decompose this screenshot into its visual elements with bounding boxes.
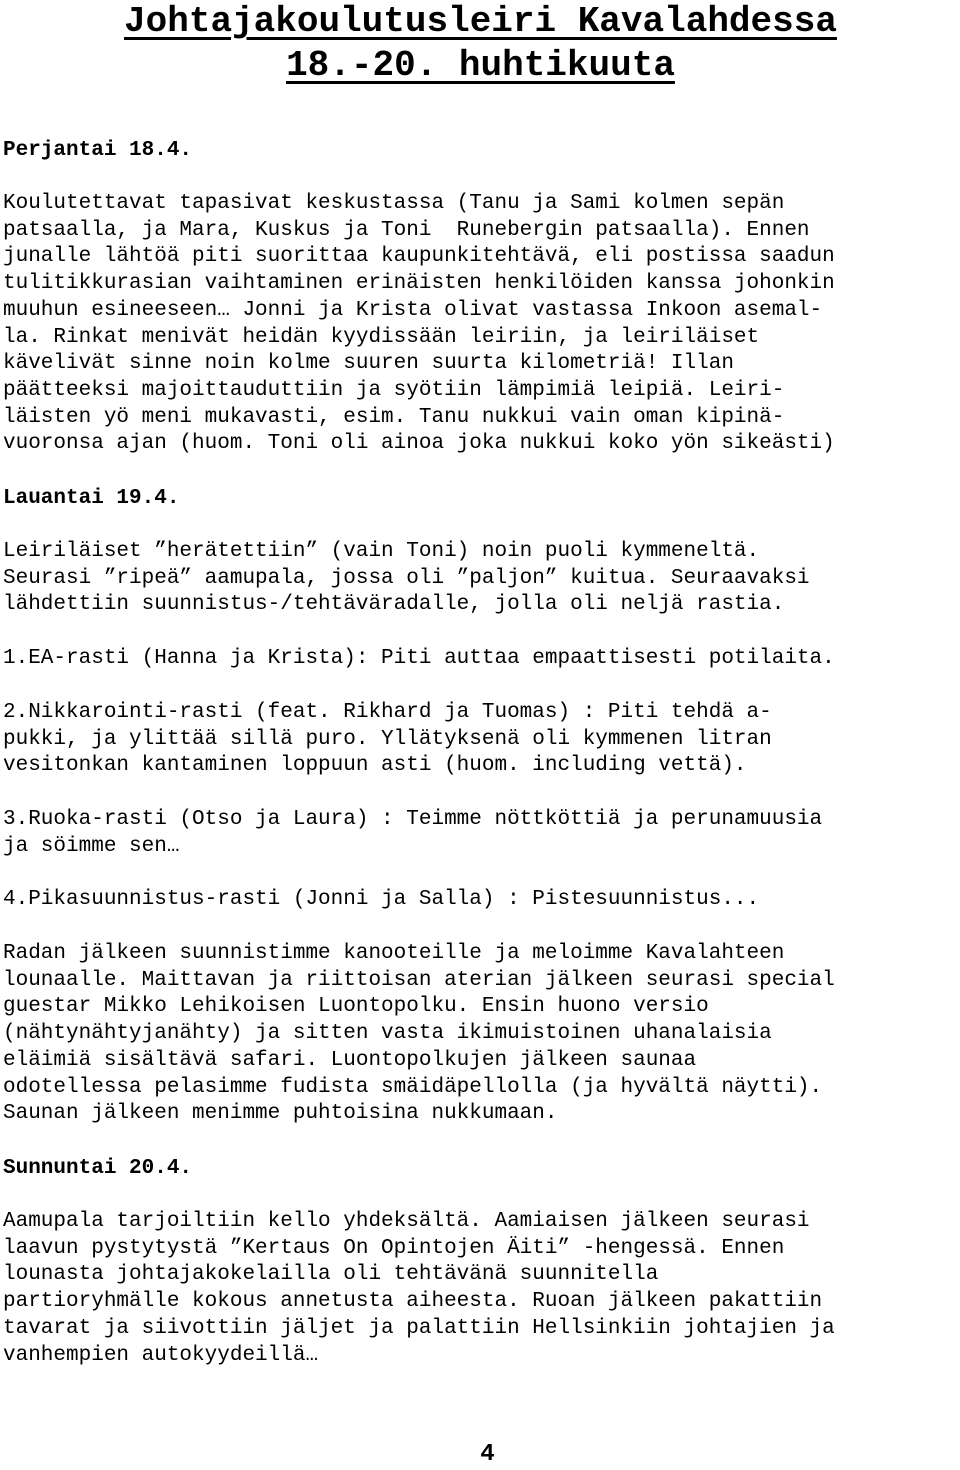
text-line: Koulutettavat tapasivat keskustassa (Tanu ja Sami kolmen sepän — [3, 192, 785, 215]
checkpoint-3-paragraph — [3, 807, 958, 860]
text-line: laavun pystytystä ”Kertaus On Opintojen Äiti” -hengessä. Ennen — [3, 1236, 785, 1260]
text-line: 1.EA-rasti (Hanna ja Krista): Piti auttaa empaattisesti potilaita. — [3, 647, 835, 671]
saturday-intro-paragraph — [3, 539, 958, 619]
text-line: la. Rinkat menivät heidän kyydissään leiriin, ja leiriläiset — [3, 325, 760, 349]
text-line: odotellessa pelasimme fudista smäidäpellolla (ja hyvältä näytti). — [3, 1075, 823, 1099]
text-line: eläimiä sisältävä safari. Luontopolkujen jälkeen saunaa — [3, 1048, 697, 1072]
text-line: vanhempien autokyydeillä… — [3, 1343, 319, 1367]
page-number: 4 — [480, 1441, 495, 1468]
text-line: vuoronsa ajan (huom. Toni oli ainoa joka nukkui koko yön sikeästi) — [3, 432, 835, 456]
sunday-paragraph — [3, 1209, 958, 1369]
friday-heading: Perjantai 18.4. — [3, 139, 193, 162]
text-line: 3.Ruoka-rasti (Otso ja Laura) : Teimme nöttköttiä ja perunamuusia — [3, 807, 823, 831]
checkpoint-1-paragraph — [3, 646, 958, 673]
text-line: Leiriläiset ”herätettiin” (vain Toni) noin puoli kymmeneltä. — [3, 540, 760, 564]
title-line-1: Johtajakoulutusleiri Kavalahdessa — [124, 1, 837, 42]
text-line: partioryhmälle kokous annetusta aiheesta. Ruoan jälkeen pakattiin — [3, 1290, 823, 1314]
text-line: (nähtynähtyjanähty) ja sitten vasta ikimuistoinen uhanalaisia — [3, 1022, 772, 1046]
text-line: pukki, ja ylittää sillä puro. Yllätyksenä oli kymmenen litran — [3, 727, 772, 751]
checkpoint-2-paragraph — [3, 700, 958, 780]
document-page — [3, 0, 958, 1369]
text-line: muuhun esineeseen… Jonni ja Krista olivat vastassa Inkoon asemal- — [3, 298, 823, 322]
text-line: tavarat ja siivottiin jäljet ja palattiin Hellsinkiin johtajien ja — [3, 1316, 835, 1340]
text-line: kävelivät sinne noin kolme suuren suurta kilometriä! Illan — [3, 352, 734, 376]
text-line: vesitonkan kantaminen loppuun asti (huom. including vettä). — [3, 754, 747, 778]
text-line: lounaalle. Maittavan ja riittoisan aterian jälkeen seurasi special — [3, 968, 835, 992]
text-line: Radan jälkeen suunnistimme kanooteille ja meloimme Kavalahteen — [3, 942, 785, 966]
text-line: 2.Nikkarointi-rasti (feat. Rikhard ja Tuomas) : Piti tehdä a- — [3, 700, 772, 724]
text-line: Seurasi ”ripeä” aamupala, jossa oli ”paljon” kuitua. Seuraavaksi — [3, 566, 810, 590]
text-line: läisten yö meni mukavasti, esim. Tanu nukkui vain oman kipinä- — [3, 405, 785, 429]
text-line: tulitikkurasian vaihtaminen erinäisten henkilöiden kanssa johonkin — [3, 272, 835, 296]
title-line-2: 18.-20. huhtikuuta — [286, 45, 675, 86]
text-line: Saunan jälkeen menimme puhtoisina nukkumaan. — [3, 1102, 558, 1126]
document-title — [3, 0, 958, 88]
text-line: Aamupala tarjoiltiin kello yhdeksältä. Aamiaisen jälkeen seurasi — [3, 1209, 810, 1233]
saturday-heading: Lauantai 19.4. — [3, 487, 180, 511]
text-line: lounasta johtajakokelailla oli tehtävänä suunnitella — [3, 1263, 659, 1287]
text-line: guestar Mikko Lehikoisen Luontopolku. Ensin huono versio — [3, 995, 709, 1019]
checkpoint-4-paragraph — [3, 887, 958, 914]
text-line: lähdettiin suunnistus-/tehtäväradalle, jolla oli neljä rastia. — [3, 593, 785, 617]
text-line: patsaalla, ja Mara, Kuskus ja Toni Runebergin patsaalla). Ennen — [3, 218, 810, 242]
text-line: ja söimme sen… — [3, 834, 180, 858]
saturday-after-paragraph — [3, 941, 958, 1128]
sunday-heading: Sunnuntai 20.4. — [3, 1156, 193, 1180]
friday-paragraph — [3, 191, 958, 458]
text-line: päätteeksi majoittauduttiin ja syötiin lämpimiä leipiä. Leiri- — [3, 378, 785, 402]
text-line: 4.Pikasuunnistus-rasti (Jonni ja Salla) : Pistesuunnistus... — [3, 888, 760, 912]
text-line: junalle lähtöä piti suorittaa kaupunkitehtävä, eli postissa saadun — [3, 245, 835, 269]
